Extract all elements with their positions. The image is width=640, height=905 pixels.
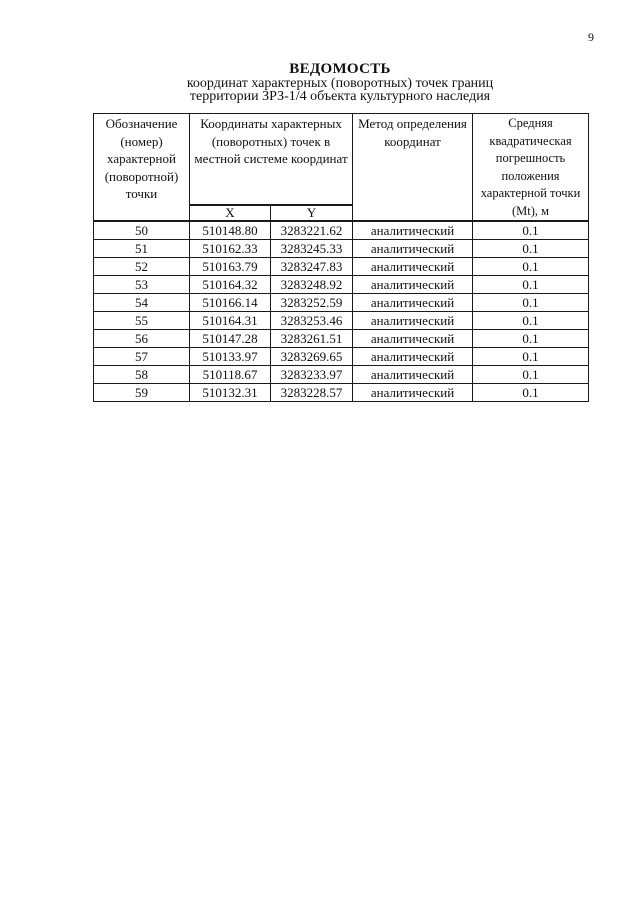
header-error: Средняя квадратическая погрешность положения характерной точки (Mt), м	[473, 114, 589, 222]
cell-method: аналитический	[353, 221, 473, 240]
cell-method: аналитический	[353, 240, 473, 258]
cell-method: аналитический	[353, 348, 473, 366]
cell-x: 510133.97	[190, 348, 271, 366]
cell-error: 0.1	[473, 240, 589, 258]
table-row	[94, 366, 589, 384]
cell-error: 0.1	[473, 312, 589, 330]
cell-error: 0.1	[473, 276, 589, 294]
table-row	[94, 294, 589, 312]
coordinates-table	[93, 113, 589, 402]
cell-y: 3283247.83	[271, 258, 353, 276]
cell-x: 510164.32	[190, 276, 271, 294]
table-row	[94, 348, 589, 366]
cell-method: аналитический	[353, 366, 473, 384]
table-row	[94, 276, 589, 294]
title-line-2: территории ЗРЗ-1/4 объекта культурного наследия	[189, 89, 491, 104]
cell-error: 0.1	[473, 384, 589, 402]
cell-error: 0.1	[473, 366, 589, 384]
title-line-1: координат характерных (поворотных) точек границ	[186, 76, 494, 91]
cell-point: 53	[94, 276, 190, 294]
cell-method: аналитический	[353, 276, 473, 294]
cell-y: 3283261.51	[271, 330, 353, 348]
cell-point: 52	[94, 258, 190, 276]
cell-error: 0.1	[473, 348, 589, 366]
table-row	[94, 221, 589, 240]
header-y: Y	[271, 205, 353, 221]
cell-y: 3283245.33	[271, 240, 353, 258]
cell-point: 55	[94, 312, 190, 330]
header-point: Обозначение (номер) характерной (поворотной) точки	[94, 114, 190, 222]
cell-point: 59	[94, 384, 190, 402]
cell-method: аналитический	[353, 384, 473, 402]
cell-point: 54	[94, 294, 190, 312]
title-main: ВЕДОМОСТЬ	[289, 61, 391, 77]
cell-x: 510163.79	[190, 258, 271, 276]
cell-y: 3283233.97	[271, 366, 353, 384]
cell-x: 510132.31	[190, 384, 271, 402]
cell-point: 57	[94, 348, 190, 366]
cell-method: аналитический	[353, 294, 473, 312]
cell-y: 3283252.59	[271, 294, 353, 312]
cell-y: 3283248.92	[271, 276, 353, 294]
cell-y: 3283221.62	[271, 221, 353, 240]
cell-y: 3283228.57	[271, 384, 353, 402]
document-title	[0, 61, 640, 103]
table-row	[94, 240, 589, 258]
cell-x: 510118.67	[190, 366, 271, 384]
cell-point: 58	[94, 366, 190, 384]
cell-y: 3283253.46	[271, 312, 353, 330]
cell-x: 510148.80	[190, 221, 271, 240]
cell-error: 0.1	[473, 221, 589, 240]
cell-method: аналитический	[353, 330, 473, 348]
cell-point: 51	[94, 240, 190, 258]
cell-error: 0.1	[473, 258, 589, 276]
cell-point: 56	[94, 330, 190, 348]
cell-y: 3283269.65	[271, 348, 353, 366]
cell-method: аналитический	[353, 312, 473, 330]
page-number: 9	[588, 30, 594, 44]
header-coordinates: Координаты характерных (поворотных) точек в местной системе координат	[190, 114, 353, 206]
cell-point: 50	[94, 221, 190, 240]
cell-x: 510162.33	[190, 240, 271, 258]
table-row	[94, 384, 589, 402]
cell-error: 0.1	[473, 330, 589, 348]
table-row	[94, 258, 589, 276]
cell-x: 510147.28	[190, 330, 271, 348]
cell-error: 0.1	[473, 294, 589, 312]
cell-method: аналитический	[353, 258, 473, 276]
table-row	[94, 312, 589, 330]
header-x: X	[190, 205, 271, 221]
header-method: Метод определения координат	[353, 114, 473, 222]
table-row	[94, 330, 589, 348]
cell-x: 510164.31	[190, 312, 271, 330]
cell-x: 510166.14	[190, 294, 271, 312]
